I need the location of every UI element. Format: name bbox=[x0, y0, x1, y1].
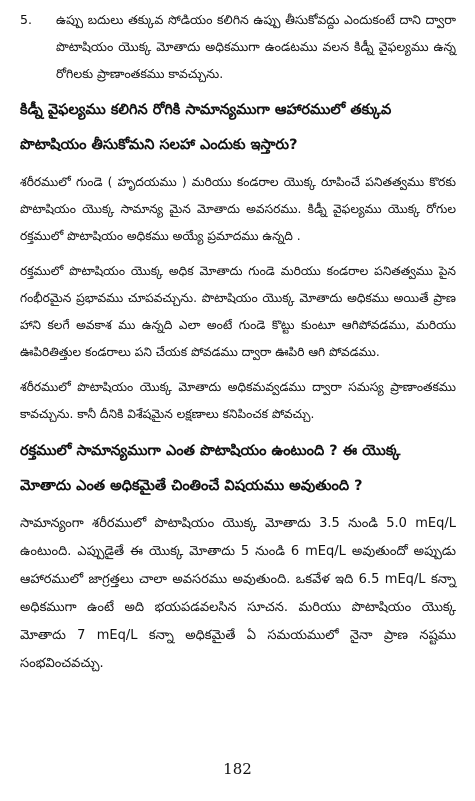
list-item-text: ఉప్పు బదులు తక్కువ సోడియం కలిగిన ఉప్పు తీసుకోవద్దు ఎందుకంటే దాని ద్వారా పొటాషియం యొక్క మోతాదు అధికముగా ఉండటము వలన కిడ్నీ వైఫల్యము ఉన్న రోగిలకు ప్రాణాంతకము కావచ్చును. bbox=[56, 12, 456, 81]
list-item-number: 5. bbox=[20, 12, 32, 27]
list-item bbox=[20, 0, 456, 87]
question-heading: రక్తములో సామాన్యముగా ఎంత పొటాషియం ఉంటుంది ? ఈ యొక్క మోతాదు ఎంత అధికమైతే చింతించే విషయము అవుతుంది ? bbox=[20, 443, 401, 494]
paragraph: రక్తములో పొటాషియం యొక్క అధిక మోతాదు గుండె మరియు కండరాల పనితత్వము పైన గంభీరమైన ప్రభావము చూపవచ్చును. పొటాషియం యొక్క మోతాదు అధికము అయితే ప్రాణ హాని కలగే అవకాశ ము ఉన్నది ఎలా అంటే గుండె కొట్టు కుంటూ ఆగిపోవడము, మరియు ఊపిరితిత్తుల కండరాలు పని చేయక పోవడము ద్వారా ఊపిరి ఆగి పోవడము. bbox=[20, 264, 456, 359]
page-number: 182 bbox=[223, 760, 252, 778]
paragraph: సామాన్యంగా శరీరములో పొటాషియం యొక్క మోతాదు 3.5 నుండి 5.0 mEq/L ఉంటుంది. ఎప్పుడైతే ఈ యొక్క మోతాదు 5 నుండి 6 mEq/L అవుతుందో అప్పుడు ఆహారములో జాగ్రత్తలు చాలా అవసరము అవుతుంది. ఒకవేళ ఇది 6.5 mEq/L కన్నా అధికముగా ఉంటే అది భయపడవలసిన సూచన. మరియు పొటాషియం యొక్క మోతాదు 7 mEq/L కన్నా అధికమైతే ఏ సమయములో నైనా ప్రాణ నష్టము సంభవించవచ్చు. bbox=[20, 516, 456, 671]
paragraph: శరీరములో గుండె ( హృదయము ) మరియు కండరాల యొక్క రూపించే పనితత్వము కొరకు పొటాషియం యొక్క సామాన్య మైన మోతాదు అవసరము. కిడ్నీ వైఫల్యము యొక్క రోగుల రక్తములో పొటాషియం అధికము అయ్యే ప్రమాదము ఉన్నది . bbox=[20, 175, 456, 243]
paragraph: శరీరములో పొటాషియం యొక్క మోతాదు అధికమవ్వడము ద్వారా సమస్య ప్రాణాంతకము కావచ్చును. కానీ దీనికి విశేషమైన లక్షణాలు కనిపించక పోవచ్చు. bbox=[20, 380, 456, 421]
question-heading: కిడ్నీ వైఫల్యము కలిగిన రోగికి సామాన్యముగా ఆహారములో తక్కువ పొటాషియం తీసుకోమని సలహా ఎందుకు ఇస్తారు? bbox=[20, 102, 392, 153]
